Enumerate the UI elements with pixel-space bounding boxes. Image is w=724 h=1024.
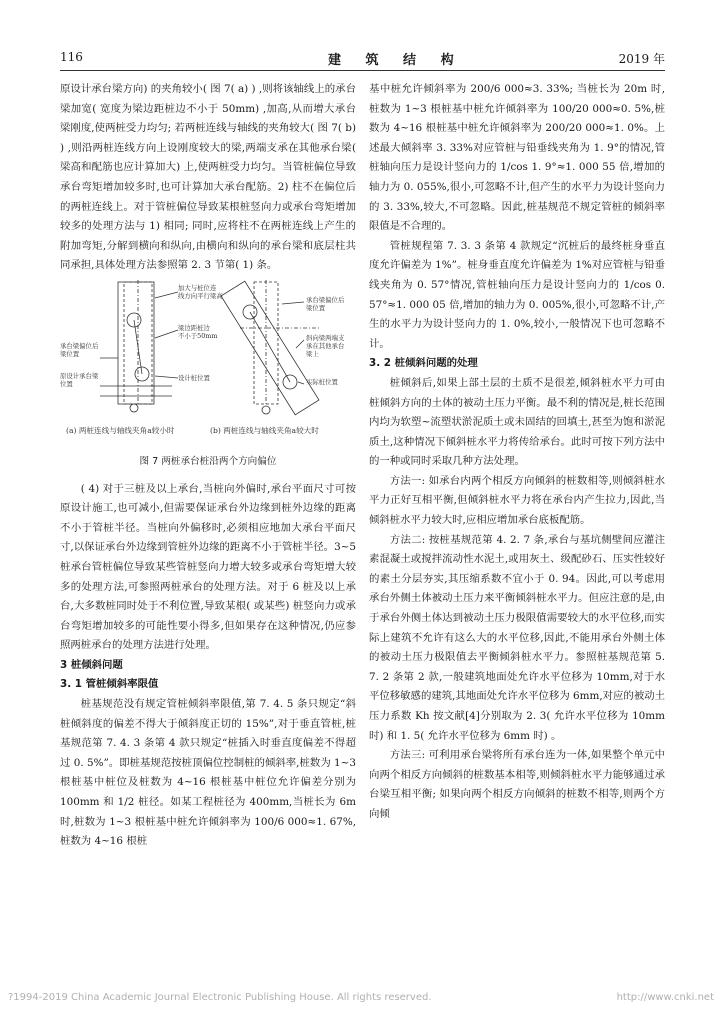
journal-year: 2019 年 xyxy=(618,52,665,66)
paragraph: 方法三: 可利用承台梁将所有承台连为一体,如果整个单元中向两个相反方向倾斜的桩数基本相等,则倾斜桩水平力能够通过承台梁互相平衡; 如果向两个相反方向倾斜的桩数不相等,则两个方向倾 xyxy=(369,749,665,820)
figure-caption: 图 7 两桩承台桩沿两个方向偏位 xyxy=(139,455,277,467)
left-column xyxy=(60,80,356,852)
footer-link[interactable]: http://www.cnki.net xyxy=(616,992,714,1003)
header-rule xyxy=(60,70,665,71)
paragraph: 桩基规范没有规定管桩倾斜率限值,第 7. 4. 5 条只规定“斜桩倾斜度的偏差不得大于倾斜度正切的 15%”,对于垂直管桩,桩基规范第 7. 4. 3 条第 4 款只规定“桩插入时垂直度偏差不得超过 0. 5%”。即桩基规范按桩顶偏位控制桩的倾斜率,桩数为 1~3 根桩基中桩位及桩数为 4~16 根桩基中桩位允许偏差分别为 100mm 和 1/2 桩径。如某工程桩径为 400mm,当桩长为 6m 时,桩数为 1~3 根桩基中桩允许倾斜率为 100/6 000≈1. 67%,桩数为 4~16 根桩 xyxy=(60,698,356,848)
paragraph: 基中桩允许倾斜率为 200/6 000≈3. 33%; 当桩长为 20m 时,桩数为 1~3 根桩基中桩允许倾斜率为 100/20 000≈0. 5%,桩数为 4~16 根桩基中桩允许倾斜率为 200/20 000≈1. 0%。上述最大倾斜率 3. 33%对应管桩与铅垂线夹角为 1. 9°的情况,管桩轴向压力是设计竖向力的 1/cos 1. 9°≈1. 000 55 倍,增加的轴力为 0. 055%,很小,可忽略不计,但产生的水平力为设计竖向力的 3. 33%,较大,不可忽略。因此,桩基规范不规定管桩的倾斜率限值是不合理的。 xyxy=(369,83,665,233)
paragraph: 桩倾斜后,如果上部土层的土质不是很差,倾斜桩水平力可由桩倾斜方向的土体的被动土压力平衡。最不利的情况是,桩长范围内均为软塑~流塑状淤泥质土或未固结的回填土,甚至为饱和淤泥质土,这种情况下倾斜桩水平力将传给承台。此时可按下列方法中的一种或同时采取几种方法处理。 xyxy=(369,376,665,468)
annotation: 梁边距桩边 不小于50mm xyxy=(178,323,218,340)
paragraph: 方法二: 按桩基规范第 4. 2. 7 条,承台与基坑侧壁间应灌注素混凝土或搅拌流动性水泥土,或用灰土、级配砂石、压实性较好的素土分层夯实,其压缩系数不宜小于 0. 94。因此,可以考虑用承台外侧土体被动土压力来平衡倾斜桩水平力。但应注意的是,由于承台外侧土体达到被动土压力极限值需要较大的水平位移,而实际上建筑不允许有这么大的水平位移,因此,不能用承台外侧土体的被动土压力极限值去平衡倾斜桩水平力。参照桩基规范第 5. 7. 2 条第 2 款,一般建筑地面处允许水平位移为 10mm,对于水平位移敏感的建筑,其地面处允许水平位移为 6mm,对应的被动土压力系数 Kh 按文献[4]分别取为 2. 3( 允许水平位移为 10mm 时) 和 1. 5( 允许水平位移为 6mm 时) 。 xyxy=(369,533,665,742)
paragraph: 原设计承台梁方向) 的夹角较小( 图 7( a) ) ,则将该轴线上的承台梁加宽( 宽度为梁边距桩边不小于 50mm) ,加高,从而增大承台梁刚度,使两桩受力均匀; 若两桩连线与轴线的夹角较大( 图 7( b) ) ,则沿两桩连线方向上设刚度较大的梁,两端支承在其他承台梁( 梁高和配筋也应计算加大) 上,使两桩受力均匀。当管桩偏位导致承台弯矩增加较多时,也可计算加大承台配筋。2) 柱不在偏位后的两桩连线上。对于管桩偏位导致某根桩竖向力或承台弯矩增加较多的处理方法与 1) 相同; 同时,应将柱不在两桩连线上产生的附加弯矩,分解到横向和纵向,由横向和纵向的承台梁和底层柱共同承担,具体处理方法参照第 2. 3 节第( 1) 条。 xyxy=(60,83,356,272)
subsection-heading: 3. 1 管桩倾斜率限值 xyxy=(60,678,159,691)
section-heading: 3 桩倾斜问题 xyxy=(60,658,123,671)
annotation: 原设计承台梁 位置 xyxy=(60,371,99,388)
paragraph: ( 4) 对于三桩及以上承台,当桩向外偏时,承台平面尺寸可按原设计施工,也可减小,但需要保证承台外边缘到桩外边缘的距离不小于管桩半径。当桩向外偏移时,必须相应地加大承台平面尺寸,以保证承台外边缘到管桩外边缘的距离不小于管桩半径。3~5桩承台管桩偏位导致某些管桩竖向力增大较多或承台弯矩增大较多的处理方法,可参照两桩承台的处理方法。对于 6 桩及以上承台,大多数桩同时处于不利位置,导致某根( 或某些) 桩竖向力或承台弯矩增加较多的可能性要小得多,但如果存在这种情况,仍应参照两桩承台的处理方法进行处理。 xyxy=(60,482,356,652)
journal-title: 建 筑 结 构 xyxy=(328,53,464,68)
figure-7 xyxy=(60,278,356,450)
page-number: 116 xyxy=(60,50,83,64)
paragraph: 方法一: 如承台内两个相反方向倾斜的桩数相等,则倾斜桩水平力正好互相平衡,但倾斜桩水平力将在承台内产生拉力,因此,当倾斜桩水平力较大时,应相应增加承台底板配筋。 xyxy=(369,474,665,527)
subcaption-a: (a) 两桩连线与轴线夹角a较小时 xyxy=(66,425,175,435)
annotation: 承台梁偏位后 梁位置 xyxy=(60,341,99,358)
annotation: 实际桩位置 xyxy=(306,377,338,386)
paragraph: 管桩规程第 7. 3. 3 条第 4 款规定“沉桩后的最终桩身垂直度允许偏差为 1%”。桩身垂直度允许偏差为 1%对应管桩与铅垂线夹角为 0. 57°情况,管桩轴向压力是设计竖向力的 1/cos 0. 57°≈1. 000 05 倍,增加的轴力为 0. 005%,很小,可忽略不计,产生的水平力为设计竖向力的 1. 0%,较小,一般情况下也可忽略不计。 xyxy=(369,239,665,350)
annotation: 承台梁偏位后 梁位置 xyxy=(306,295,345,312)
subcaption-b: (b) 两桩连线与轴线夹角a较大时 xyxy=(210,425,319,435)
annotation: 设计桩位置 xyxy=(178,373,210,382)
right-column xyxy=(369,80,665,825)
copyright-text: ?1994-2019 China Academic Journal Electronic Publishing House. All rights reserved. xyxy=(8,992,432,1003)
page-header xyxy=(60,50,665,68)
subsection-heading: 3. 2 桩倾斜问题的处理 xyxy=(369,357,478,370)
annotation: 加大与桩位连 线方向平行梁高 xyxy=(178,283,223,300)
panel-a xyxy=(100,280,178,412)
annotation: 斜向梁两端支 承在其他承台 梁上 xyxy=(306,333,345,358)
